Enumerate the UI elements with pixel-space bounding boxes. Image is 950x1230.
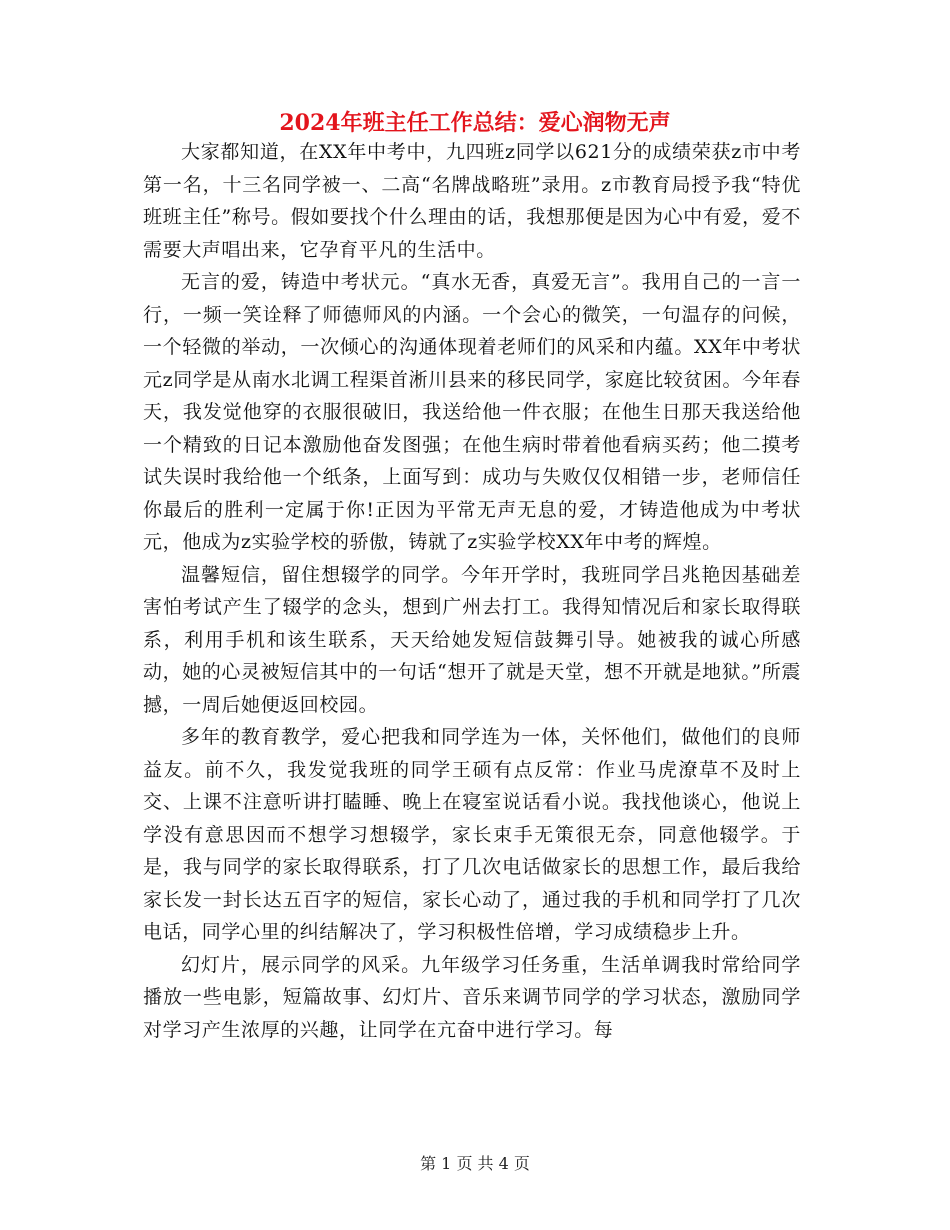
paragraph: 幻灯片，展示同学的风采。九年级学习任务重，生活单调我时常给同学播放一些电影，短篇故事、幻灯片、音乐来调节同学的学习状态，激励同学对学习产生浓厚的兴趣，让同学在亢奋中进行学习。每 (143, 953, 801, 1041)
document-body (143, 136, 801, 1046)
paragraph: 温馨短信，留住想辍学的同学。今年开学时，我班同学吕兆艳因基础差害怕考试产生了辍学的念头，想到广州去打工。我得知情况后和家长取得联系，利用手机和该生联系，天天给她发短信鼓舞引导。她被我的诚心所感动，她的心灵被短信其中的一句话“想开了就是天堂，想不开就是地狱。”所震撼，一周后她便返回校园。 (143, 563, 801, 716)
document-title: 2024年班主任工作总结：爱心润物无声 (279, 110, 671, 136)
paragraph: 大家都知道，在XX年中考中，九四班z同学以621分的成绩荣获z市中考第一名，十三名同学被一、二高“名牌战略班”录用。z市教育局授予我“特优班班主任”称号。假如要找个什么理由的话，我想那便是因为心中有爱，爱不需要大声唱出来，它孕育平凡的生活中。 (143, 141, 801, 261)
page-footer: 第 1 页 共 4 页 (420, 1154, 530, 1173)
paragraph: 多年的教育教学，爱心把我和同学连为一体，关怀他们，做他们的良师益友。前不久，我发觉我班的同学王硕有点反常：作业马虎潦草不及时上交、上课不注意听讲打瞌睡、晚上在寝室说话看小说。我找他谈心，他说上学没有意思因而不想学习想辍学，家长束手无策很无奈，同意他辍学。于是，我与同学的家长取得联系，打了几次电话做家长的思想工作，最后我给家长发一封长达五百字的短信，家长心动了，通过我的手机和同学打了几次电话，同学心里的纠结解决了，学习积极性倍增，学习成绩稳步上升。 (143, 726, 801, 943)
paragraph: 无言的爱，铸造中考状元。“真水无香，真爱无言”。我用自己的一言一行，一频一笑诠释了师德师风的内涵。一个会心的微笑，一句温存的问候，一个轻微的举动，一次倾心的沟通体现着老师们的风采和内蕴。XX年中考状元z同学是从南水北调工程渠首淅川县来的移民同学，家庭比较贫困。今年春天，我发觉他穿的衣服很破旧，我送给他一件衣服；在他生日那天我送给他一个精致的日记本激励他奋发图强；在他生病时带着他看病买药；他二摸考试失误时我给他一个纸条，上面写到：成功与失败仅仅相错一步，老师信任你最后的胜利一定属于你!正因为平常无声无息的爱，才铸造他成为中考状元，他成为z实验学校的骄傲，铸就了z实验学校XX年中考的辉煌。 (143, 271, 801, 553)
